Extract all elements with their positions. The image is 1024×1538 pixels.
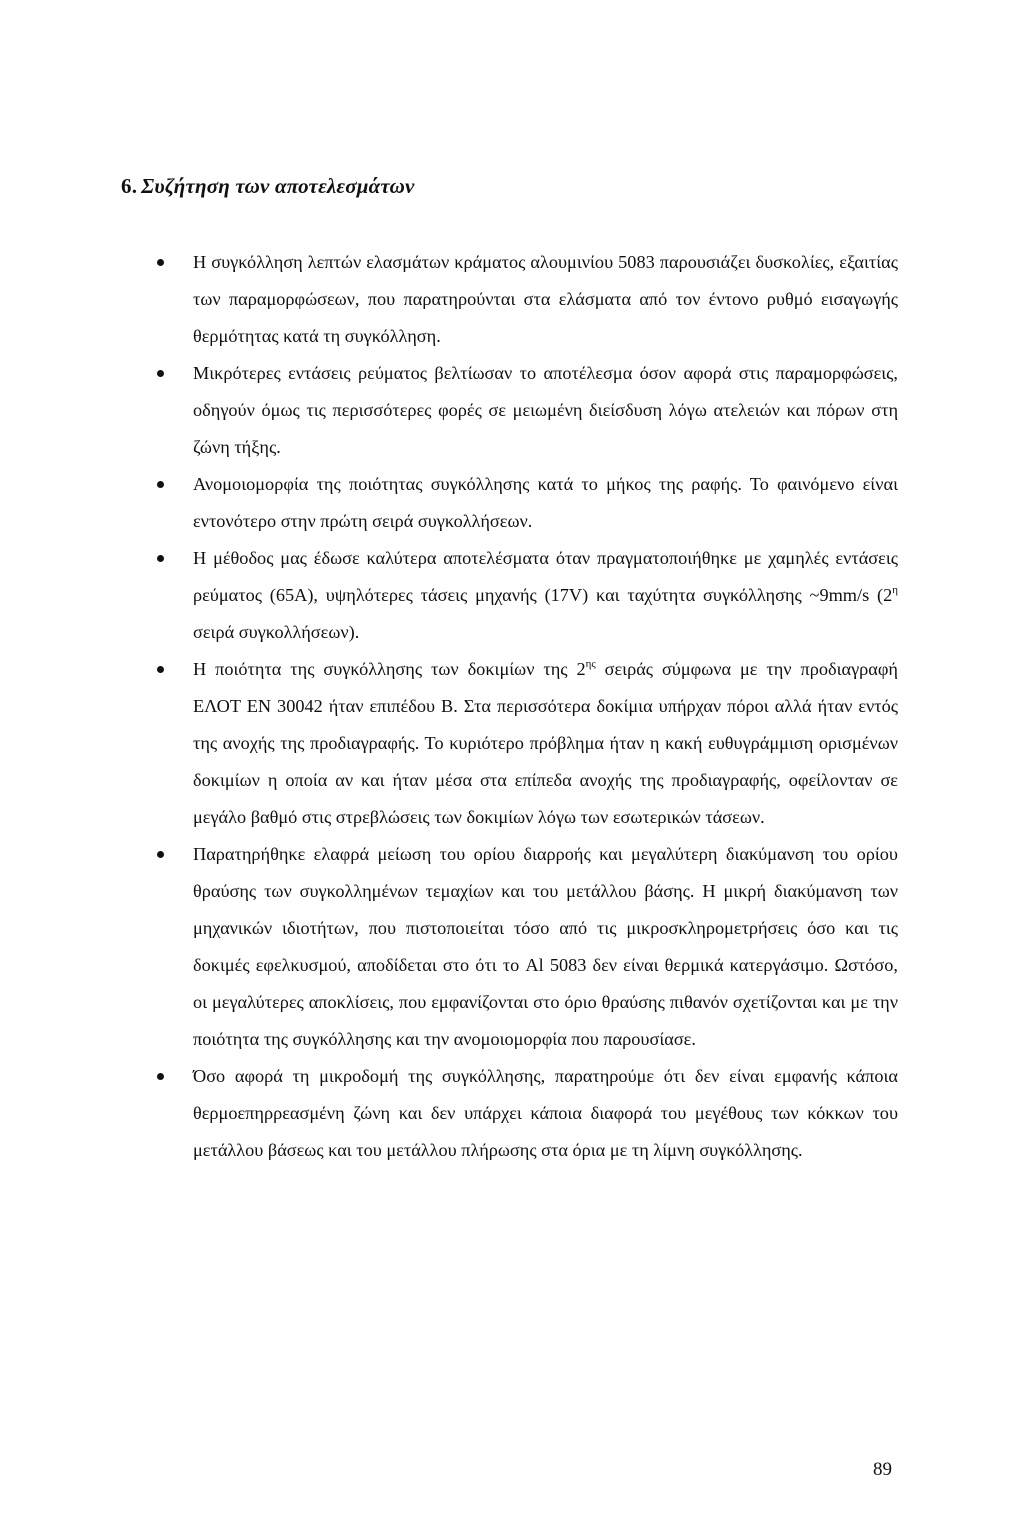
bullet-icon <box>157 259 164 266</box>
list-item-text: Παρατηρήθηκε ελαφρά μείωση του ορίου διαρροής και μεγαλύτερη διακύμανση του ορίου θραύσης των συγκολλημένων τεμαχίων και του μετάλλου βάσης. Η μικρή διακύμανση των μηχανικών ιδιοτήτων, που πιστοποιείται τόσο από τις μικροσκληρομετρήσεις όσο και τις δοκιμές εφελκυσμού, αποδίδεται στο ότι το Al 5083 δεν είναι θερμικά κατεργάσιμο. Ωστόσο, οι μεγαλύτερες αποκλίσεις, που εμφανίζονται στο όριο θραύσης πιθανόν σχετίζονται και με την ποιότητα της συγκόλλησης και την ανομοιομορφία που παρουσίασε. <box>193 844 898 1049</box>
bullet-icon <box>157 481 164 488</box>
list-item-text: σειρά συγκολλήσεων). <box>193 622 360 642</box>
bullet-icon <box>157 1073 164 1080</box>
list-item <box>193 651 898 836</box>
bullet-icon <box>157 851 164 858</box>
list-item <box>193 355 898 466</box>
section-number: 6. <box>121 174 138 198</box>
list-item-text: Η ποιότητα της συγκόλλησης των δοκιμίων της 2 <box>193 659 586 679</box>
list-item-text: Μικρότερες εντάσεις ρεύματος βελτίωσαν το αποτέλεσμα όσον αφορά στις παραμορφώσεις, οδηγούν όμως τις περισσότερες φορές σε μειωμένη διείσδυση λόγω ατελειών και πόρων στη ζώνη τήξης. <box>193 363 898 457</box>
bullet-icon <box>157 370 164 377</box>
ordinal-superscript: ης <box>585 658 596 670</box>
bullet-icon <box>157 555 164 562</box>
list-item-text: Η συγκόλληση λεπτών ελασμάτων κράματος αλουμινίου 5083 παρουσιάζει δυσκολίες, εξαιτίας των παραμορφώσεων, που παρατηρούνται στα ελάσματα από τον έντονο ρυθμό εισαγωγής θερμότητας κατά τη συγκόλληση. <box>193 252 898 346</box>
list-item-text: Όσο αφορά τη μικροδομή της συγκόλλησης, παρατηρούμε ότι δεν είναι εμφανής κάποια θερμοεπηρρεασμένη ζώνη και δεν υπάρχει κάποια διαφορά του μεγέθους των κόκκων του μετάλλου βάσεως και του μετάλλου πλήρωσης στα όρια με τη λίμνη συγκόλλησης. <box>193 1066 898 1160</box>
list-item <box>193 836 898 1058</box>
bullet-icon <box>157 666 164 673</box>
section-title: Συζήτηση των αποτελεσμάτων <box>141 174 415 198</box>
list-item <box>193 1058 898 1169</box>
ordinal-superscript: η <box>892 584 898 596</box>
section-heading <box>121 174 415 199</box>
list-item-text: Η μέθοδος μας έδωσε καλύτερα αποτελέσματα όταν πραγματοποιήθηκε με χαμηλές εντάσεις ρεύματος (65A), υψηλότερες τάσεις μηχανής (17V) και ταχύτητα συγκόλλησης ~9mm/s (2 <box>193 548 898 605</box>
list-item <box>193 466 898 540</box>
conclusions-list <box>0 244 1024 1169</box>
list-item-text: σειράς σύμφωνα με την προδιαγραφή ΕΛΟΤ EN 30042 ήταν επιπέδου B. Στα περισσότερα δοκίμια υπήρχαν πόροι αλλά ήταν εντός της ανοχής της προδιαγραφής. Το κυριότερο πρόβλημα ήταν η κακή ευθυγράμμιση ορισμένων δοκιμίων η οποία αν και ήταν μέσα στα επίπεδα ανοχής της προδιαγραφής, οφείλονταν σε μεγάλο βαθμό στις στρεβλώσεις των δοκιμίων λόγω των εσωτερικών τάσεων. <box>193 659 898 827</box>
list-item-text: Ανομοιομορφία της ποιότητας συγκόλλησης κατά το μήκος της ραφής. Το φαινόμενο είναι εντονότερο στην πρώτη σειρά συγκολλήσεων. <box>193 474 898 531</box>
list-item <box>193 540 898 651</box>
page-number: 89 <box>873 1459 892 1480</box>
list-item <box>193 244 898 355</box>
